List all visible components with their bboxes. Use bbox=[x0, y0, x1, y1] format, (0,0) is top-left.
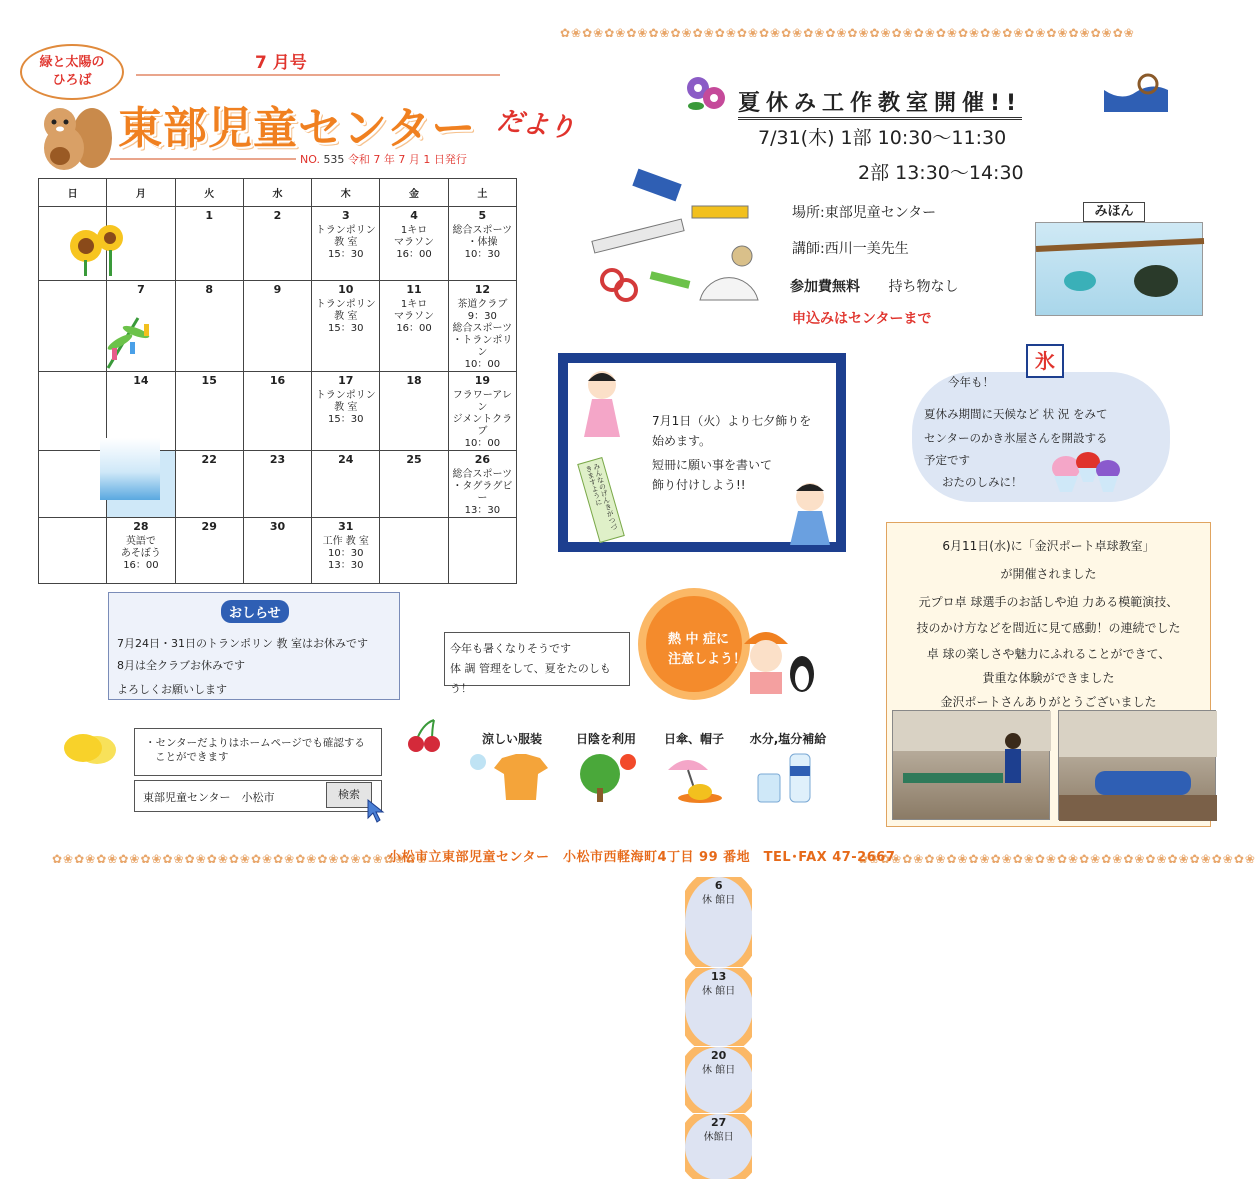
tip-label-umbrella: 日傘、帽子 bbox=[663, 732, 724, 746]
orihime-illustration bbox=[574, 365, 630, 439]
calendar-event-text: 教 室 bbox=[334, 237, 358, 248]
calendar-day-number: 30 bbox=[269, 520, 286, 533]
calendar-day-cell bbox=[380, 372, 448, 451]
calendar-day-number: 20 bbox=[710, 1049, 727, 1062]
tshirt-icon bbox=[466, 752, 550, 802]
issue-number: 535 bbox=[323, 153, 345, 166]
issue-no-label: NO. bbox=[300, 153, 320, 166]
calendar-event-text: マラソン bbox=[394, 237, 435, 248]
calendar-event-text: 英語で bbox=[125, 536, 156, 547]
calendar-day-number: 25 bbox=[406, 453, 422, 466]
calendar-day-cell bbox=[175, 518, 243, 584]
calendar-event-text: 総合スポーツ bbox=[452, 225, 513, 236]
tanabata-line1: 7月1日（火）より七夕飾りを bbox=[652, 414, 812, 428]
tanabata-line3: 短冊に願い事を書いて bbox=[652, 458, 773, 472]
calendar-day-number: 2 bbox=[273, 209, 282, 222]
pingpong-photo-2-image bbox=[1059, 711, 1217, 821]
sample-label: みほん bbox=[1083, 202, 1145, 222]
calendar-day-number: 1 bbox=[205, 209, 214, 222]
calendar-event-text: 1キロ bbox=[400, 225, 428, 236]
sunflower-illustration bbox=[64, 218, 128, 276]
calendar-day-number: 27 bbox=[710, 1116, 727, 1129]
calendar-day-number: 29 bbox=[201, 520, 217, 533]
tanabata-panel bbox=[558, 353, 846, 552]
pingpong-line7: 金沢ポートさんありがとうございました bbox=[940, 695, 1157, 709]
morning-glory-icon bbox=[684, 74, 728, 114]
kakigori-line1: 夏休み期間に天候など 状 況 をみて bbox=[924, 407, 1108, 421]
calendar-event-text: ジメントクラブ bbox=[452, 414, 513, 437]
sample-craft-image bbox=[1036, 223, 1204, 317]
calendar-day-number: 9 bbox=[273, 283, 282, 296]
bottom-right-garland: ✿❀✿❀✿❀✿❀✿❀✿❀✿❀✿❀✿❀✿❀✿❀✿❀✿❀✿❀✿❀✿❀✿❀✿❀ bbox=[858, 852, 1256, 866]
search-button[interactable]: 検索 bbox=[326, 782, 372, 808]
notice-line2: 8月は全クラブお休みです bbox=[117, 659, 245, 672]
newsletter-title: 東部児童センター bbox=[118, 103, 477, 154]
weekday-header: 土 bbox=[448, 179, 516, 207]
calendar-day-cell bbox=[175, 372, 243, 451]
calendar-day-cell bbox=[448, 518, 516, 584]
workshop-fee-row bbox=[790, 276, 958, 296]
water-bottle-icon bbox=[756, 752, 816, 804]
calendar-day-cell bbox=[380, 518, 448, 584]
calendar-day-cell bbox=[243, 518, 311, 584]
tanabata-line2: 始めます。 bbox=[652, 434, 712, 448]
calendar-day-number: 11 bbox=[406, 283, 422, 296]
homepage-note-line1: ・センターだよりはホームページでも確認する bbox=[145, 737, 365, 749]
calendar-day-cell bbox=[448, 281, 516, 372]
calendar-event-text: 13：30 bbox=[464, 505, 501, 516]
calendar-day-number: 22 bbox=[201, 453, 217, 466]
calendar-day-cell bbox=[312, 372, 380, 451]
tip-label-water: 水分,塩分補給 bbox=[749, 732, 827, 746]
calendar-event-text: 休 館日 bbox=[702, 1065, 736, 1076]
workshop-items: 持ち物なし bbox=[888, 279, 959, 295]
kakigori-flag-text: 氷 bbox=[1035, 349, 1055, 373]
calendar-event-text: ・体操 bbox=[467, 237, 498, 248]
kakigori-line0: 今年も！ bbox=[948, 375, 994, 389]
pingpong-photo-2 bbox=[1058, 710, 1216, 820]
kakigori-cloud bbox=[912, 372, 1170, 502]
calendar-day-number: 12 bbox=[474, 283, 490, 296]
calendar-event-text: 10：30 bbox=[464, 249, 501, 260]
month-label: 7 月号 bbox=[255, 53, 307, 73]
calendar-day-cell bbox=[175, 281, 243, 372]
calendar-event-text: 16：00 bbox=[396, 323, 432, 334]
heatstroke-line2: 注意しよう！ bbox=[668, 652, 747, 667]
waterwheel-icon bbox=[1102, 74, 1170, 114]
calendar-day-number: 6 bbox=[714, 879, 723, 892]
homepage-note bbox=[134, 728, 382, 776]
tanabata-inner bbox=[568, 363, 836, 542]
calendar-event-text: 総合スポーツ bbox=[452, 469, 513, 480]
notice-line1: 7月24日・31日のトランポリン 教 室はお休みです bbox=[117, 637, 368, 650]
calendar-event-text: 16：00 bbox=[123, 560, 159, 571]
calendar-day-number: 19 bbox=[474, 374, 490, 387]
tanabata-line4: 飾り付けしよう!! bbox=[652, 478, 746, 492]
calendar-day-cell bbox=[685, 1114, 753, 1180]
pingpong-line6: 貴重な体験ができました bbox=[982, 671, 1115, 685]
calendar-event-text: 10：30 bbox=[328, 548, 364, 559]
weekday-header: 水 bbox=[243, 179, 311, 207]
calendar-day-cell bbox=[448, 451, 516, 518]
calendar-day-cell bbox=[685, 1047, 753, 1114]
calendar-event-text: 15：30 bbox=[328, 323, 364, 334]
search-input-text: 東部児童センター 小松市 bbox=[143, 791, 275, 804]
workshop-session2: 2部 13:30～14:30 bbox=[858, 162, 1024, 184]
calendar-day-number: 5 bbox=[478, 209, 487, 222]
calendar-event-text: 10：00 bbox=[464, 438, 501, 449]
calendar-day-cell bbox=[312, 207, 380, 281]
calendar-day-number: 10 bbox=[338, 283, 354, 296]
sea-day-illustration bbox=[100, 438, 160, 500]
calendar-event-text: 教 室 bbox=[334, 311, 358, 322]
child-with-penguin-illustration bbox=[736, 620, 816, 696]
calendar-day-cell bbox=[685, 877, 753, 968]
calendar-day-cell bbox=[312, 281, 380, 372]
workshop-place: 場所:東部児童センター bbox=[792, 205, 937, 221]
bottom-left-garland: ✿❀✿❀✿❀✿❀✿❀✿❀✿❀✿❀✿❀✿❀✿❀✿❀✿❀✿❀✿❀✿❀✿❀ bbox=[52, 852, 428, 866]
header-rule-bottom bbox=[110, 158, 296, 160]
calendar-event-text: 9：30 bbox=[467, 311, 497, 322]
tanzaku-strip bbox=[577, 457, 625, 543]
calendar-day-number: 15 bbox=[201, 374, 217, 387]
tree-icon bbox=[574, 752, 638, 804]
parasol-hat-icon bbox=[664, 752, 724, 804]
notice-line3: よろしくお願いします bbox=[117, 683, 227, 696]
calendar-event-text: 13：30 bbox=[328, 560, 364, 571]
calendar-event-text: ・トランポリン bbox=[452, 335, 513, 358]
health-note-line2: 体 調 管理をして、夏をたのしもう！ bbox=[450, 662, 611, 695]
sample-photo bbox=[1035, 222, 1203, 316]
calendar-day-cell bbox=[243, 451, 311, 518]
calendar-day-cell bbox=[175, 207, 243, 281]
pingpong-line4: 技のかけ方などを間近に見て感動！の連続でした bbox=[916, 621, 1181, 635]
calendar-day-cell bbox=[175, 451, 243, 518]
calendar-day-number: 3 bbox=[341, 209, 350, 222]
pingpong-photo-1-image bbox=[893, 711, 1051, 821]
calendar-event-text: マラソン bbox=[394, 311, 435, 322]
lemon-icon bbox=[64, 734, 102, 762]
footer-address: 小松市立東部児童センター 小松市西軽海町4丁目 99 番地 TEL･FAX 47-2667 bbox=[388, 850, 896, 865]
newsletter-title-suffix: だより bbox=[495, 105, 577, 144]
pingpong-photo-1 bbox=[892, 710, 1050, 820]
workshop-fee: 参加費無料 bbox=[790, 279, 860, 295]
calendar-day-number: 24 bbox=[338, 453, 354, 466]
heatstroke-text bbox=[668, 630, 746, 670]
tip-label-shade: 日陰を利用 bbox=[575, 732, 636, 746]
calendar-event-text: 茶道クラブ bbox=[457, 299, 508, 310]
calendar-event-text: 総合スポーツ bbox=[452, 323, 513, 334]
pingpong-line1: 6月11日(水)に「金沢ポート卓球教室」 bbox=[942, 539, 1155, 553]
weekday-header: 月 bbox=[107, 179, 175, 207]
calendar-event-text: 16：00 bbox=[396, 249, 432, 260]
calendar-day-number: 16 bbox=[269, 374, 286, 387]
shaved-ice-illustration bbox=[1048, 448, 1124, 496]
kakigori-line4: おたのしみに！ bbox=[942, 475, 1023, 489]
calendar-day-cell bbox=[107, 518, 175, 584]
issue-date: 令和 7 年 7 月 1 日発行 bbox=[347, 153, 467, 166]
calendar-event-text: あそぼう bbox=[120, 548, 161, 559]
calendar-day-number: 14 bbox=[133, 374, 149, 387]
workshop-apply: 申込みはセンターまで bbox=[792, 311, 932, 327]
calendar-day-cell bbox=[380, 207, 448, 281]
calendar-event-text: 休館日 bbox=[703, 1132, 734, 1143]
calendar-event-text: ・タグラグビー bbox=[452, 481, 513, 504]
calendar-day-cell bbox=[380, 281, 448, 372]
cursor-icon bbox=[366, 798, 386, 824]
tip-label-clothes: 涼しい服装 bbox=[481, 732, 542, 746]
calendar-day-cell bbox=[312, 518, 380, 584]
calendar-day-cell bbox=[243, 372, 311, 451]
hikoboshi-illustration bbox=[780, 477, 840, 547]
weekday-header: 火 bbox=[175, 179, 243, 207]
weekday-header: 木 bbox=[312, 179, 380, 207]
kakigori-line2: センターのかき氷屋さんを開設する bbox=[924, 431, 1108, 445]
tanzaku-text: みんなのげんきがつづきますように bbox=[584, 461, 619, 532]
calendar-day-cell bbox=[380, 451, 448, 518]
kakigori-line3: 予定です bbox=[924, 453, 970, 467]
calendar-day-cell bbox=[312, 451, 380, 518]
calendar-day-cell bbox=[448, 207, 516, 281]
pingpong-line2: が開催されました bbox=[1000, 567, 1097, 581]
heatstroke-line1: 熱 中 症に bbox=[668, 632, 730, 647]
weekday-header: 金 bbox=[380, 179, 448, 207]
weekday-header: 日 bbox=[39, 179, 107, 207]
homepage-note-line2: ことができます bbox=[155, 751, 229, 763]
bamboo-illustration bbox=[98, 312, 160, 370]
calendar-day-number: 8 bbox=[205, 283, 214, 296]
calendar-day-number: 13 bbox=[710, 970, 727, 983]
workshop-session1: 7/31(木) 1部 10:30～11:30 bbox=[758, 127, 1007, 149]
calendar-event-text: 休 館日 bbox=[702, 986, 736, 997]
kakigori-flag bbox=[1026, 344, 1064, 378]
health-note-box bbox=[444, 632, 630, 695]
calendar-event-text: 15：30 bbox=[328, 414, 364, 425]
craft-tools-illustration bbox=[592, 172, 778, 304]
header-bubble bbox=[20, 44, 124, 100]
calendar-event-text: トランポリン bbox=[315, 299, 376, 310]
calendar-day-number: 7 bbox=[137, 283, 145, 296]
squirrel-illustration bbox=[30, 100, 114, 176]
bubble-line2: ひろば bbox=[52, 73, 92, 88]
calendar-day-number: 4 bbox=[410, 209, 418, 222]
calendar-day-cell bbox=[448, 372, 516, 451]
calendar-day-cell bbox=[243, 281, 311, 372]
pingpong-line3: 元プロ卓 球選手のお話しや迫 力ある模範演技、 bbox=[918, 595, 1179, 609]
workshop-title: 夏休み工作教室開催!! bbox=[738, 86, 1022, 120]
issue-info bbox=[300, 151, 467, 167]
calendar-event-text: フラワーアレン bbox=[452, 390, 512, 413]
calendar-day-number: 17 bbox=[338, 374, 354, 387]
top-garland: ✿❀✿❀✿❀✿❀✿❀✿❀✿❀✿❀✿❀✿❀✿❀✿❀✿❀✿❀✿❀✿❀✿❀✿❀✿❀✿❀✿❀✿❀✿❀✿❀✿❀✿❀ bbox=[560, 26, 1135, 40]
calendar-event-text: 1キロ bbox=[400, 299, 428, 310]
bubble-line1: 緑と太陽の bbox=[39, 55, 105, 70]
calendar-event-text: 休 館日 bbox=[702, 895, 736, 906]
notice-box bbox=[108, 592, 400, 700]
calendar-day-number: 26 bbox=[474, 453, 490, 466]
calendar-day-number: 31 bbox=[338, 520, 354, 533]
calendar-event-text: 10：00 bbox=[464, 359, 501, 370]
calendar-day-number: 28 bbox=[133, 520, 149, 533]
cherries-icon bbox=[404, 718, 444, 754]
pingpong-line5: 卓 球の楽しさや魅力にふれることができて、 bbox=[926, 647, 1171, 661]
calendar-event-text: トランポリン bbox=[315, 225, 376, 236]
calendar-day-cell bbox=[243, 207, 311, 281]
health-note-line1: 今年も暑くなりそうです bbox=[450, 642, 571, 655]
calendar-event-text: 教 室 bbox=[334, 402, 358, 413]
notice-tag: おしらせ bbox=[221, 600, 289, 623]
calendar-event-text: トランポリン bbox=[315, 390, 376, 401]
calendar-event-text: 工作 教 室 bbox=[322, 536, 369, 547]
calendar-day-cell bbox=[685, 968, 753, 1047]
calendar-event-text: 15：30 bbox=[328, 249, 364, 260]
workshop-teacher: 講師:西川一美先生 bbox=[792, 241, 909, 257]
header-rule-top bbox=[136, 74, 500, 76]
calendar-day-number: 18 bbox=[406, 374, 422, 387]
calendar-week-row bbox=[39, 518, 517, 584]
calendar-day-number: 23 bbox=[269, 453, 286, 466]
